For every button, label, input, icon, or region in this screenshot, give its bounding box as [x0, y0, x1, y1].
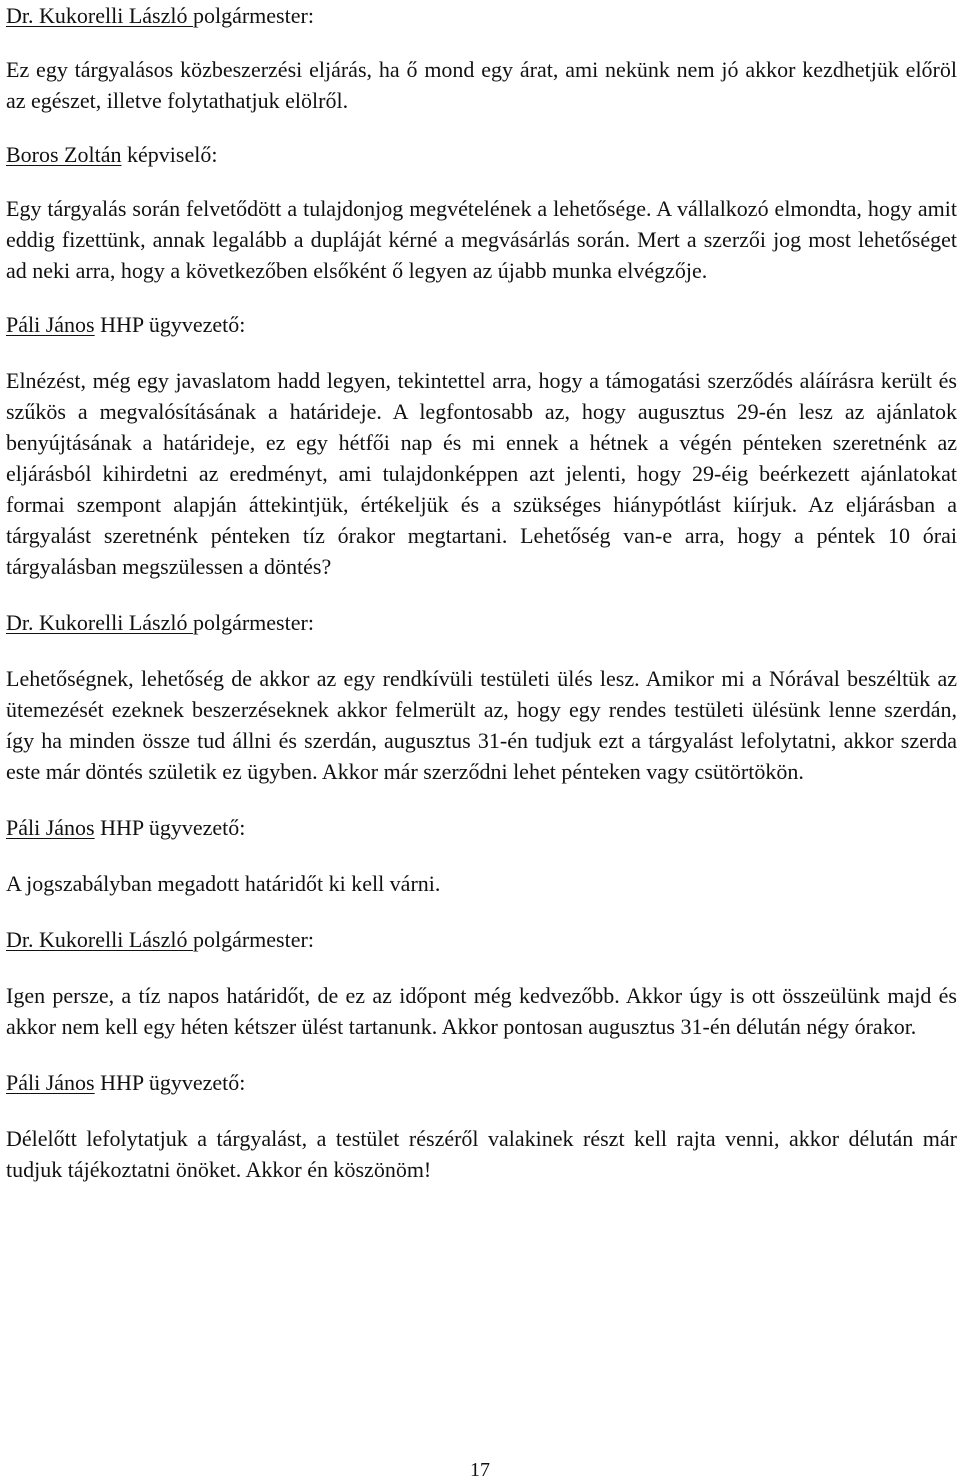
speaker-name: Páli János: [6, 1070, 95, 1095]
speaker-line: [6, 924, 957, 955]
speaker-role: polgármester:: [192, 3, 314, 28]
spacer: [6, 1098, 957, 1123]
speaker-line: [6, 812, 957, 843]
speaker-role: HHP ügyvezető:: [94, 312, 246, 337]
speaker-line: [6, 0, 957, 31]
paragraph: Elnézést, még egy javaslatom hadd legyen, tekintettel arra, hogy a támogatási szerződés aláírásra került és szűkös a megvalósításának a határideje. A legfontosabb az, hogy augusztus 29-én lesz az ajánlatok benyújtásának a határideje, ez egy hétfői nap és mi ennek a hétnek a végén pénteken szeretnénk az eljárásból kihirdetni az eredményt, ami tulajdonképpen azt jelenti, hogy 29-éig beérkezett ajánlatokat formai szempont alapján áttekintjük, értékeljük és a szükséges hiánypótlást kiírjuk. Az eljárásban a tárgyalást szeretnénk pénteken tíz órakor megtartani. Lehetőség van-e arra, hogy a péntek 10 órai tárgyalásban megszülessen a döntés?: [6, 368, 957, 579]
speaker-line: [6, 309, 957, 340]
spacer: [6, 170, 957, 193]
spacer: [6, 899, 957, 924]
spacer: [6, 31, 957, 54]
speaker-name: Dr. Kukorelli László: [6, 3, 193, 28]
paragraph: Igen persze, a tíz napos határidőt, de ez az időpont még kedvezőbb. Akkor úgy is ott összeülünk majd és akkor nem kell egy héten kétszer ülést tartanunk. Akkor pontosan augusztus 31-én délután négy órakor.: [6, 983, 957, 1039]
speaker-name: Boros Zoltán: [6, 142, 122, 167]
paragraph: Délelőtt lefolytatjuk a tárgyalást, a testület részéről valakinek részt kell rajta venni, akkor délután már tudjuk tájékoztatni önöket. Akkor én köszönöm!: [6, 1126, 957, 1182]
document-page: [6, 0, 957, 1185]
speaker-role: HHP ügyvezető:: [94, 815, 246, 840]
speaker-line: [6, 139, 957, 170]
paragraph: Egy tárgyalás során felvetődött a tulajdonjog megvételének a lehetősége. A vállalkozó elmondta, hogy amit eddig fizettünk, annak legalább a dupláját kérné a megvásárlás során. Mert a szerzői jog most lehetőséget ad neki arra, hogy a következőben elsőként ő legyen az újabb munka elvégzője.: [6, 196, 957, 283]
speaker-name: Dr. Kukorelli László: [6, 610, 193, 635]
spacer: [6, 1042, 957, 1067]
speaker-name: Páli János: [6, 312, 95, 337]
speaker-role: HHP ügyvezető:: [94, 1070, 246, 1095]
spacer: [6, 582, 957, 607]
spacer: [6, 286, 957, 309]
spacer: [6, 955, 957, 980]
speaker-line: [6, 1067, 957, 1098]
spacer: [6, 843, 957, 868]
speaker-name: Páli János: [6, 815, 95, 840]
spacer: [6, 638, 957, 663]
spacer: [6, 787, 957, 812]
spacer: [6, 116, 957, 139]
speaker-line: [6, 607, 957, 638]
paragraph: Ez egy tárgyalásos közbeszerzési eljárás, ha ő mond egy árat, ami nekünk nem jó akkor kezdhetjük előröl az egészet, illetve folytathatjuk elölről.: [6, 57, 957, 113]
page-number: 17: [470, 1459, 490, 1481]
paragraph: A jogszabályban megadott határidőt ki kell várni.: [6, 871, 441, 896]
speaker-name: Dr. Kukorelli László: [6, 927, 193, 952]
paragraph: Lehetőségnek, lehetőség de akkor az egy rendkívüli testületi ülés lesz. Amikor mi a Nórával beszéltük az ütemezését ezeknek beszerzéseknek akkor felmerült az, hogy egy rendes testületi ülésünk lenne szerdán, így ha minden össze tud állni és szerdán, augusztus 31-én tudjuk ezt a tárgyalást lefolytatni, akkor szerda este már döntés születik ez ügyben. Akkor már szerződni lehet pénteken vagy csütörtökön.: [6, 666, 957, 784]
speaker-role: képviselő:: [121, 142, 218, 167]
speaker-role: polgármester:: [192, 610, 314, 635]
spacer: [6, 340, 957, 365]
speaker-role: polgármester:: [192, 927, 314, 952]
